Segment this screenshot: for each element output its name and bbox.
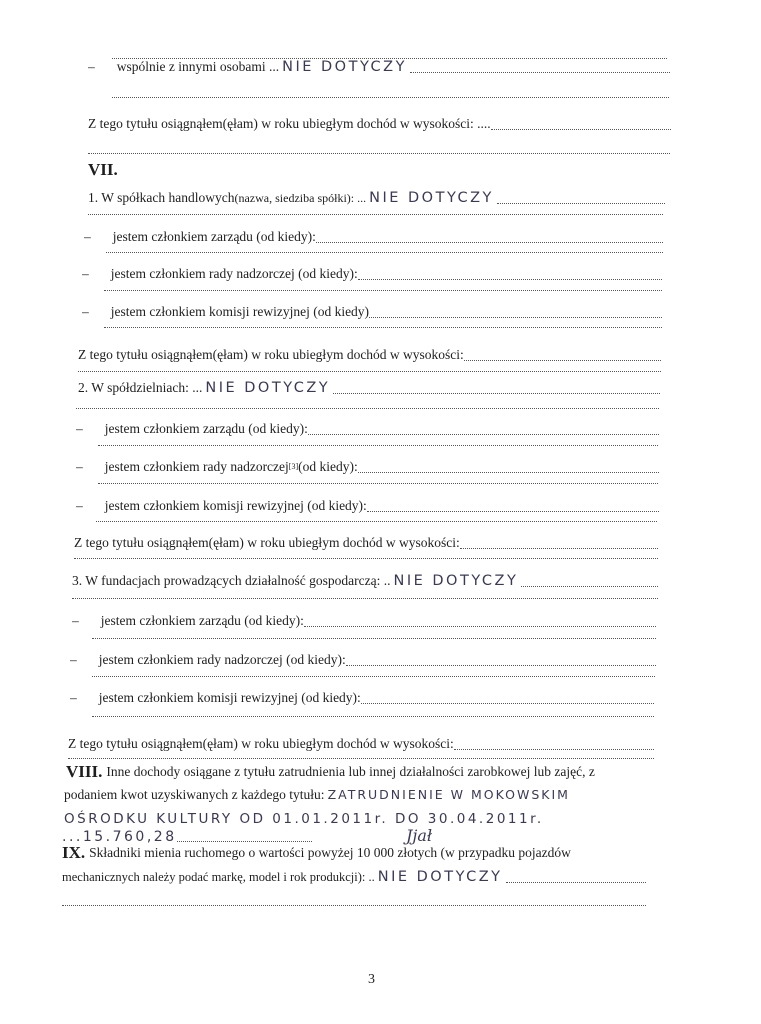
dotted-line xyxy=(72,598,658,599)
spolki-label: 1. W spółkach handlowych xyxy=(88,190,235,205)
fundacje-handwritten-value: NIE DOTYCZY xyxy=(393,573,519,589)
fundacje-komisja-line: – jestem członkiem komisji rewizyjnej (od kiedy): xyxy=(70,687,654,707)
fundacje-income-label: Z tego tytułu osiągnąłem(ęłam) w roku ubiegłym dochód w wysokości: xyxy=(68,736,454,751)
wspolnie-line xyxy=(88,56,670,76)
spolki-income-line xyxy=(78,344,661,364)
viii-line-2 xyxy=(64,784,664,804)
spoldzielnie-komisja-label: jestem członkiem komisji rewizyjnej (od kiedy): xyxy=(104,498,367,513)
ix-text-1: Składniki mienia ruchomego o wartości powyżej 10 000 złotych (w przypadku pojazdów xyxy=(89,845,571,860)
dotted-line xyxy=(78,371,661,372)
fundacje-label: 3. W fundacjach prowadzących działalność gospodarczą: .. xyxy=(72,573,391,588)
spoldzielnie-rada-line: – jestem członkiem rady nadzorczej [3] (od kiedy): xyxy=(76,456,659,476)
dotted-line xyxy=(92,716,654,717)
spolki-rada-line: – jestem członkiem rady nadzorczej (od kiedy): xyxy=(82,263,662,283)
dotted-line xyxy=(88,214,663,215)
dotted-line xyxy=(62,905,646,906)
section-vii-heading: VII. xyxy=(88,160,118,179)
dotted-line xyxy=(98,445,658,446)
viii-handwritten-2: OŚRODKU KULTURY OD 01.01.2011r. DO 30.04.2011r. xyxy=(64,811,544,827)
fundacje-rada-line: – jestem członkiem rady nadzorczej (od kiedy): xyxy=(70,649,656,669)
fundacje-rada-label: jestem członkiem rady nadzorczej (od kiedy): xyxy=(98,652,346,667)
ix-handwritten-value: NIE DOTYCZY xyxy=(377,869,503,885)
dotted-line xyxy=(92,638,656,639)
fundacje-komisja-label: jestem członkiem komisji rewizyjnej (od kiedy): xyxy=(98,690,361,705)
dotted-line xyxy=(104,327,662,328)
viii-text-1: Inne dochody osiągane z tytułu zatrudnienia lub innej działalności zarobkowej lub zajęć, z xyxy=(106,764,595,779)
footnote-ref: [3] xyxy=(288,462,299,471)
spoldzielnie-komisja-line: – jestem członkiem komisji rewizyjnej (od kiedy): xyxy=(76,495,659,515)
spolki-rada-label: jestem członkiem rady nadzorczej (od kiedy): xyxy=(110,266,358,281)
dotted-line xyxy=(98,483,658,484)
dotted-line xyxy=(88,153,670,154)
fundacje-income-line xyxy=(68,733,654,753)
spolki-zarzad-label: jestem członkiem zarządu (od kiedy): xyxy=(112,229,316,244)
fundacje-line xyxy=(72,570,658,590)
dotted-line xyxy=(92,676,655,677)
partial-income-line xyxy=(88,113,671,133)
dotted-line xyxy=(106,252,663,253)
dash: – xyxy=(88,59,95,74)
spolki-handwritten-value: NIE DOTYCZY xyxy=(369,190,494,206)
viii-handwritten-1: ZATRUDNIENIE W MOKOWSKIM xyxy=(327,787,570,802)
page-number: 3 xyxy=(368,972,375,987)
spoldzielnie-zarzad-line: – jestem członkiem zarządu (od kiedy): xyxy=(76,418,659,438)
spoldzielnie-handwritten-value: NIE DOTYCZY xyxy=(205,380,331,396)
ix-text-2: mechanicznych należy podać markę, model i rok produkcji): .. xyxy=(62,870,375,884)
income-label: Z tego tytułu osiągnąłem(ęłam) w roku ubiegłym dochód w wysokości: .... xyxy=(88,116,491,131)
ix-line-2 xyxy=(62,866,646,886)
dotted-line xyxy=(76,408,659,409)
dotted-line xyxy=(74,558,658,559)
viii-line-1 xyxy=(66,761,666,781)
spoldzielnie-income-line xyxy=(74,532,658,552)
wspolnie-label: wspólnie z innymi osobami ... xyxy=(116,59,280,74)
section-viii-heading: VIII. xyxy=(66,762,103,781)
initials-signature: Jjał xyxy=(406,826,433,845)
spoldzielnie-income-label: Z tego tytułu osiągnąłem(ęłam) w roku ubiegłym dochód w wysokości: xyxy=(74,535,460,550)
dotted-line xyxy=(104,290,662,291)
spolki-income-label: Z tego tytułu osiągnąłem(ęłam) w roku ubiegłym dochód w wysokości: xyxy=(78,347,464,362)
fundacje-zarzad-label: jestem członkiem zarządu (od kiedy): xyxy=(100,613,304,628)
spoldzielnie-label: 2. W spółdzielniach: ... xyxy=(78,380,203,395)
spolki-label-small: (nazwa, siedziba spółki): ... xyxy=(234,191,367,205)
section-ix-heading: IX. xyxy=(62,843,86,862)
spoldzielnie-line xyxy=(78,377,660,397)
fundacje-zarzad-line: – jestem członkiem zarządu (od kiedy): xyxy=(72,610,656,630)
wspolnie-handwritten-value: NIE DOTYCZY xyxy=(282,59,407,75)
spoldzielnie-zarzad-label: jestem członkiem zarządu (od kiedy): xyxy=(104,421,308,436)
spoldzielnie-rada-label: jestem członkiem rady nadzorczej xyxy=(104,459,289,474)
viii-handwritten-3: ...15.760,28 xyxy=(62,829,177,845)
dotted-line xyxy=(96,521,657,522)
ix-line-1 xyxy=(62,842,664,862)
spolki-komisja-line: – jestem członkiem komisji rewizyjnej (od kiedy) xyxy=(82,301,662,321)
viii-text-2: podaniem kwot uzyskiwanych z każdego tytułu: xyxy=(64,787,325,802)
spolki-line xyxy=(88,187,665,207)
spolki-komisja-label: jestem członkiem komisji rewizyjnej (od kiedy) xyxy=(110,304,370,319)
dotted-line xyxy=(112,97,669,98)
dotted-line xyxy=(68,758,654,759)
spoldzielnie-rada-tail: (od kiedy): xyxy=(298,459,358,474)
spolki-zarzad-line: – jestem członkiem zarządu (od kiedy): xyxy=(84,226,663,246)
